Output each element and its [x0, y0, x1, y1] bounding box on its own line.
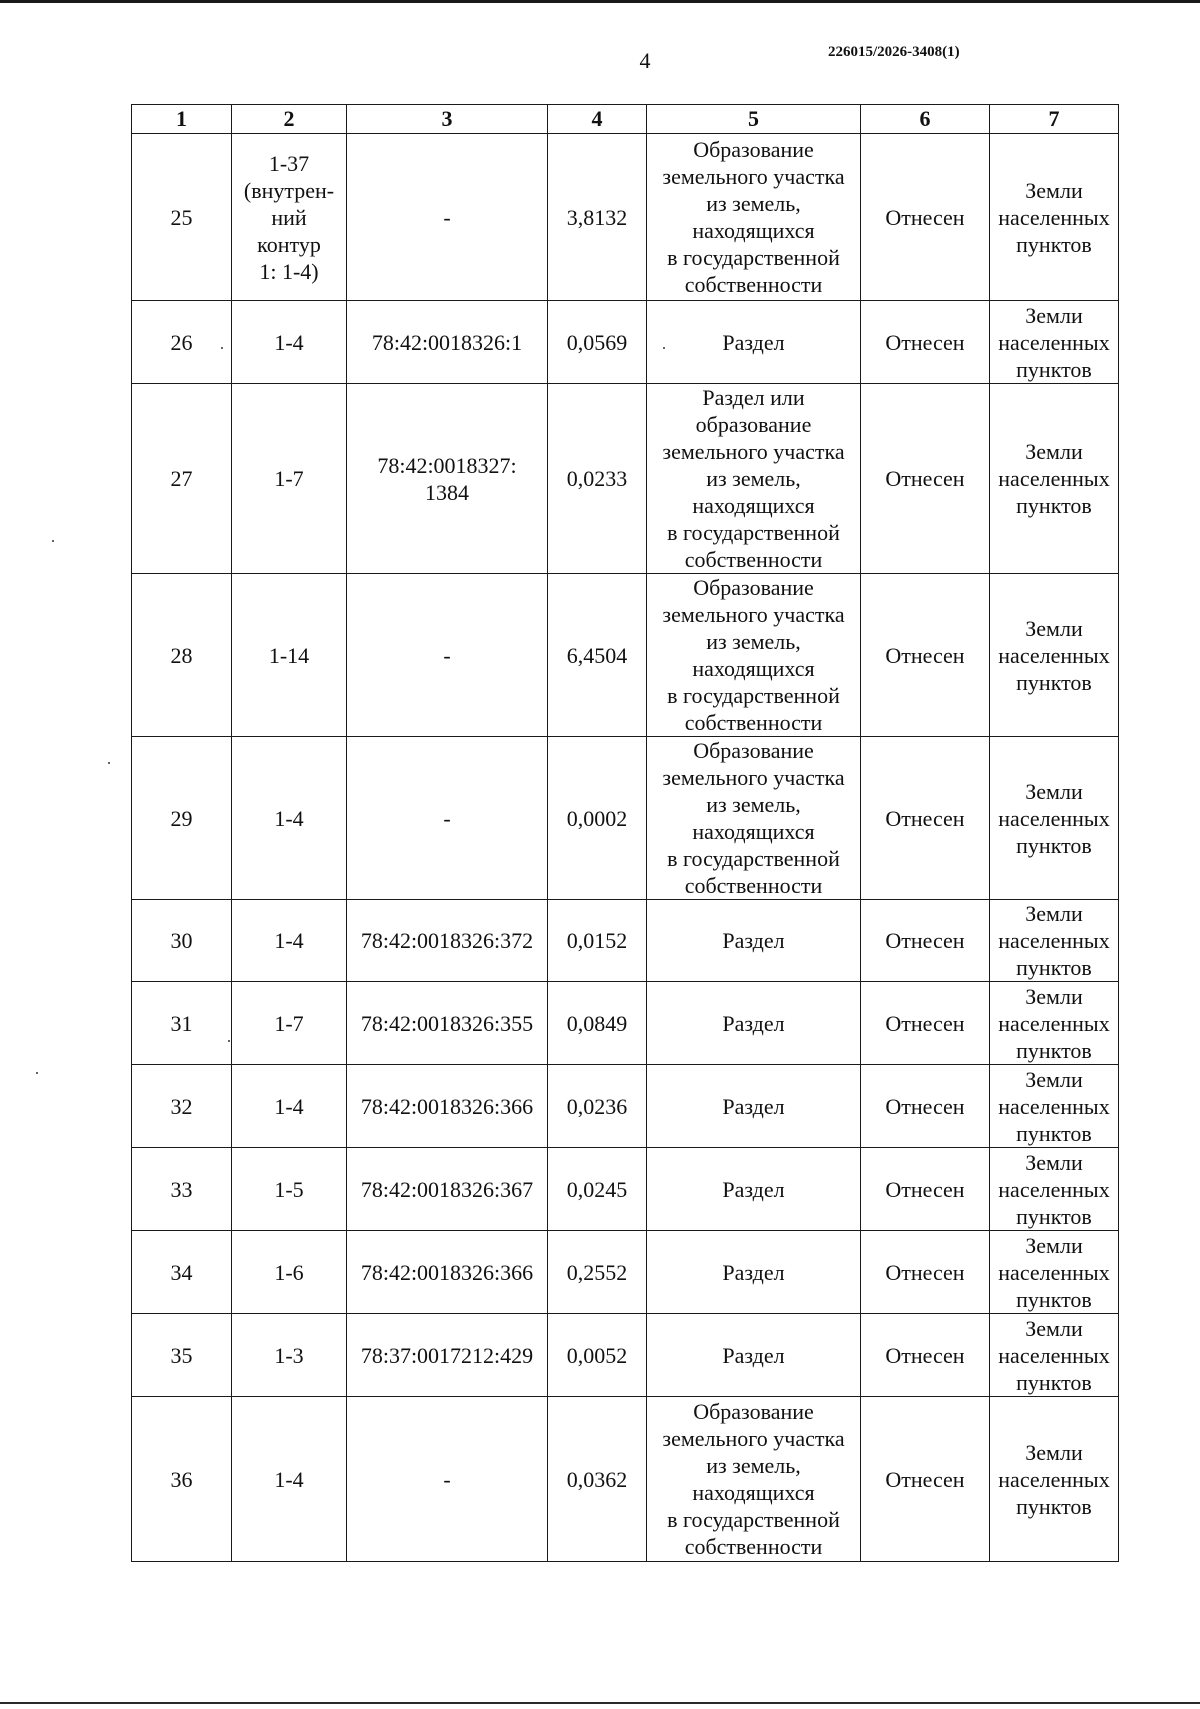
cadastral-number-cell: 78:42:0018326:355	[347, 982, 548, 1065]
formation-method-cell: Раздел	[647, 1065, 861, 1148]
land-category-cell: Земли населенных пунктов	[990, 982, 1119, 1065]
table-row	[132, 1148, 1119, 1231]
land-category-cell: Земли населенных пунктов	[990, 384, 1119, 574]
status-cell: Отнесен	[861, 574, 990, 737]
table-row	[132, 574, 1119, 737]
cadastral-number-cell: 78:42:0018326:366	[347, 1231, 548, 1314]
cadastral-number-cell: 78:42:0018326:1	[347, 301, 548, 384]
formation-method-cell: Раздел	[647, 982, 861, 1065]
points-cell: 1-7	[232, 384, 347, 574]
row-number-cell: 27	[132, 384, 232, 574]
area-cell: 0,0362	[548, 1397, 647, 1562]
area-cell: 0,0233	[548, 384, 647, 574]
scan-speck	[36, 1072, 38, 1074]
land-category-cell: Земли населенных пунктов	[990, 134, 1119, 301]
area-cell: 0,0002	[548, 737, 647, 900]
table-row	[132, 301, 1119, 384]
row-number-cell: 33	[132, 1148, 232, 1231]
row-number-cell: 32	[132, 1065, 232, 1148]
land-category-cell: Земли населенных пунктов	[990, 737, 1119, 900]
land-category-cell: Земли населенных пунктов	[990, 1314, 1119, 1397]
land-category-cell: Земли населенных пунктов	[990, 1148, 1119, 1231]
points-cell: 1-4	[232, 1397, 347, 1562]
column-header: 3	[347, 105, 548, 134]
table-row	[132, 1231, 1119, 1314]
cadastral-number-cell: 78:42:0018327: 1384	[347, 384, 548, 574]
bottom-scan-border	[0, 1702, 1200, 1704]
points-cell: 1-4	[232, 301, 347, 384]
status-cell: Отнесен	[861, 737, 990, 900]
area-cell: 0,0569	[548, 301, 647, 384]
table-row	[132, 134, 1119, 301]
cadastral-number-cell: -	[347, 1397, 548, 1562]
formation-method-cell: Раздел	[647, 1231, 861, 1314]
page-number: 4	[639, 48, 651, 73]
formation-method-cell: Раздел	[647, 301, 861, 384]
row-number-cell: 29	[132, 737, 232, 900]
land-category-cell: Земли населенных пунктов	[990, 900, 1119, 982]
row-number-cell: 34	[132, 1231, 232, 1314]
status-cell: Отнесен	[861, 134, 990, 301]
area-cell: 0,0052	[548, 1314, 647, 1397]
column-header: 4	[548, 105, 647, 134]
cadastral-number-cell: 78:42:0018326:372	[347, 900, 548, 982]
row-number-cell: 35	[132, 1314, 232, 1397]
points-cell: 1-3	[232, 1314, 347, 1397]
land-category-cell: Земли населенных пунктов	[990, 1397, 1119, 1562]
area-cell: 6,4504	[548, 574, 647, 737]
area-cell: 0,0245	[548, 1148, 647, 1231]
area-cell: 0,0849	[548, 982, 647, 1065]
area-cell: 3,8132	[548, 134, 647, 301]
cadastral-number-cell: 78:42:0018326:366	[347, 1065, 548, 1148]
points-cell: 1-5	[232, 1148, 347, 1231]
points-cell: 1-4	[232, 900, 347, 982]
table-row	[132, 1314, 1119, 1397]
scan-speck	[663, 347, 665, 349]
row-number-cell: 36	[132, 1397, 232, 1562]
column-header: 6	[861, 105, 990, 134]
row-number-cell: 30	[132, 900, 232, 982]
formation-method-cell: Образование земельного участка из земель, находящихся в государственной собственности	[647, 134, 861, 301]
column-header: 5	[647, 105, 861, 134]
status-cell: Отнесен	[861, 1231, 990, 1314]
formation-method-cell: Раздел или образование земельного участка из земель, находящихся в государственной собственности	[647, 384, 861, 574]
cadastral-number-cell: -	[347, 737, 548, 900]
table-row	[132, 1397, 1119, 1562]
status-cell: Отнесен	[861, 301, 990, 384]
land-plot-table	[131, 104, 1119, 1562]
area-cell: 0,0152	[548, 900, 647, 982]
points-cell: 1-4	[232, 737, 347, 900]
table-row	[132, 737, 1119, 900]
status-cell: Отнесен	[861, 1314, 990, 1397]
cadastral-number-cell: 78:37:0017212:429	[347, 1314, 548, 1397]
top-scan-border	[0, 0, 1200, 3]
cadastral-number-cell: 78:42:0018326:367	[347, 1148, 548, 1231]
formation-method-cell: Раздел	[647, 1148, 861, 1231]
scan-speck	[52, 540, 54, 542]
cadastral-number-cell: -	[347, 134, 548, 301]
scan-speck	[228, 1040, 230, 1042]
column-header: 7	[990, 105, 1119, 134]
status-cell: Отнесен	[861, 900, 990, 982]
table-header-row	[132, 105, 1119, 134]
formation-method-cell: Образование земельного участка из земель, находящихся в государственной собственности	[647, 737, 861, 900]
table-row	[132, 384, 1119, 574]
points-cell: 1-37 (внутрен- ний контур 1: 1-4)	[232, 134, 347, 301]
status-cell: Отнесен	[861, 982, 990, 1065]
formation-method-cell: Образование земельного участка из земель, находящихся в государственной собственности	[647, 574, 861, 737]
points-cell: 1-6	[232, 1231, 347, 1314]
land-category-cell: Земли населенных пунктов	[990, 574, 1119, 737]
table-row	[132, 1065, 1119, 1148]
document-id: 226015/2026-3408(1)	[828, 44, 960, 60]
land-category-cell: Земли населенных пунктов	[990, 1065, 1119, 1148]
column-header: 2	[232, 105, 347, 134]
formation-method-cell: Образование земельного участка из земель, находящихся в государственной собственности	[647, 1397, 861, 1562]
row-number-cell: 28	[132, 574, 232, 737]
scan-speck	[108, 762, 110, 764]
area-cell: 0,2552	[548, 1231, 647, 1314]
row-number-cell: 25	[132, 134, 232, 301]
table-row	[132, 900, 1119, 982]
points-cell: 1-7	[232, 982, 347, 1065]
cadastral-number-cell: -	[347, 574, 548, 737]
status-cell: Отнесен	[861, 1397, 990, 1562]
points-cell: 1-14	[232, 574, 347, 737]
formation-method-cell: Раздел	[647, 1314, 861, 1397]
status-cell: Отнесен	[861, 1148, 990, 1231]
row-number-cell: 26	[132, 301, 232, 384]
area-cell: 0,0236	[548, 1065, 647, 1148]
status-cell: Отнесен	[861, 384, 990, 574]
table-row	[132, 982, 1119, 1065]
scan-speck	[221, 347, 223, 349]
row-number-cell: 31	[132, 982, 232, 1065]
points-cell: 1-4	[232, 1065, 347, 1148]
column-header: 1	[132, 105, 232, 134]
land-category-cell: Земли населенных пунктов	[990, 1231, 1119, 1314]
formation-method-cell: Раздел	[647, 900, 861, 982]
land-category-cell: Земли населенных пунктов	[990, 301, 1119, 384]
status-cell: Отнесен	[861, 1065, 990, 1148]
